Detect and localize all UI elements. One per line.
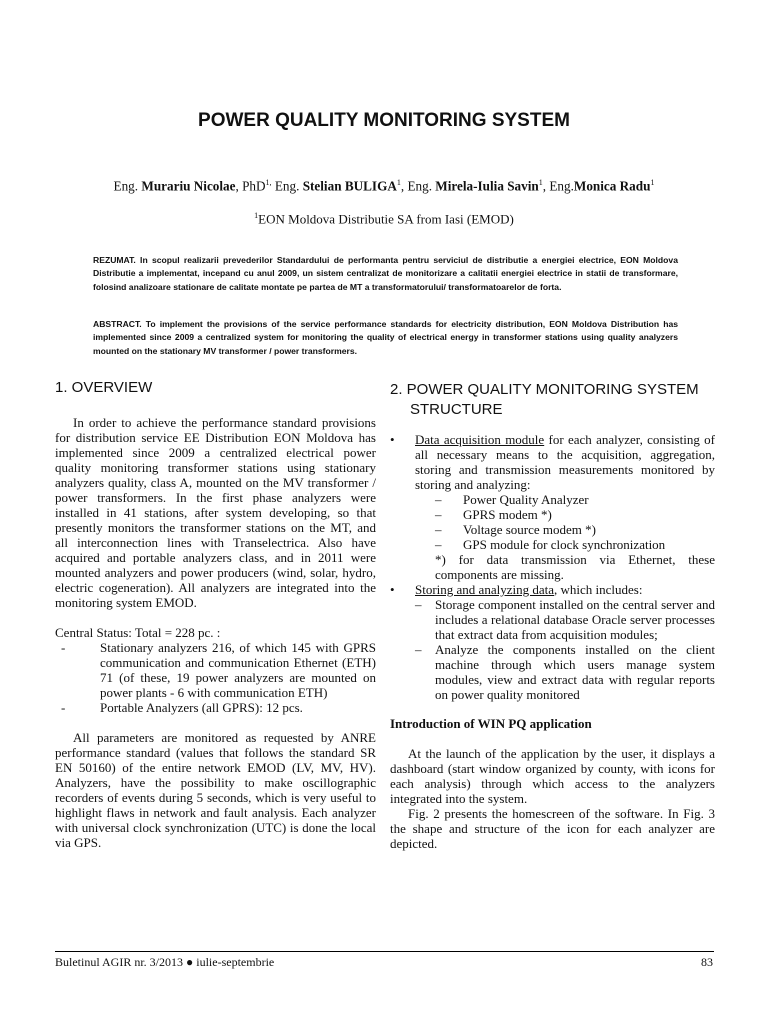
rezumat-text: In scopul realizarii prevederilor Standardului de performanta pentru serviciul de distributie a energiei electrice, EON Moldova Distributie a implementat, incepand cu anul 2009, un sistem centralizat de monitorizare a calitatii energiei electrice in statii de transformare, folosind analizoare stationare de calitate montate pe partea de MT a transformatorului/ transformatoarelor de forta. bbox=[93, 255, 678, 292]
status-list bbox=[55, 640, 376, 715]
footer-divider bbox=[55, 951, 714, 952]
rezumat-block bbox=[93, 254, 678, 294]
list-item: - Portable Analyzers (all GPRS): 12 pcs. bbox=[61, 700, 303, 715]
list-item: – Voltage source modem *) bbox=[435, 522, 596, 537]
abstract-text: To implement the provisions of the service performance standards for electricity distribution, EON Moldova Distribution has implemented since 2009 a centralized system for monitoring the quality of electrical energy in transformer stations using quality analyzers mounted on the stationary MV transformer / power transformers. bbox=[93, 319, 678, 356]
bullet-icon: • bbox=[390, 582, 395, 597]
bullet-storing-analyzing: • Storing and analyzing data, which includes: – Storage component installed on the central server and includes a relational database Oracle server processes that extract data from acquisition modules; – Analyze the components installed on the client machine through which users manage system modules, view and extract data with regular reports on power quality monitored bbox=[390, 582, 715, 702]
list-item: – Analyze the components installed on the client machine through which users manage system modules, view and extract data with regular reports on power quality monitored bbox=[415, 642, 715, 702]
footnote: *) for data transmission via Ethernet, these components are missing. bbox=[435, 552, 715, 582]
author-line: Eng. Murariu Nicolae, PhD$^{1,}$ Eng. Stelian BULIGA$^1$, Eng. Mirela-Iulia Savin$^1$, Eng.Monica Radu$^1$ bbox=[113, 178, 655, 194]
author-name: Mirela-Iulia Savin bbox=[435, 178, 539, 194]
bullet-icon: • bbox=[390, 432, 395, 447]
paper-title: POWER QUALITY MONITORING SYSTEM bbox=[198, 110, 570, 131]
right-column bbox=[390, 380, 715, 851]
page-number: 83 bbox=[701, 955, 713, 969]
list-item: – GPS module for clock synchronization bbox=[435, 537, 666, 552]
author-name: Monica Radu bbox=[573, 178, 651, 194]
author-name: Stelian BULIGA bbox=[302, 178, 397, 194]
section-heading: 2. POWER QUALITY MONITORING SYSTEM STRUCTURE bbox=[390, 381, 699, 418]
list-item: - Stationary analyzers 216, of which 145 with GPRS communication and communication Ethernet (ETH) 71 (of these, 19 power analyzers are mounted on power plants - 6 with communication ETH) bbox=[61, 640, 376, 700]
journal-footer: Buletinul AGIR nr. 3/2013 ● iulie-septembrie bbox=[55, 955, 275, 969]
list-item: – Storage component installed on the central server and includes a relational database Oracle server processes that extract data from acquisition modules; bbox=[415, 597, 715, 642]
list-item: – Power Quality Analyzer bbox=[435, 492, 589, 507]
central-status: Central Status: Total = 228 pc. : bbox=[55, 625, 221, 640]
overview-paragraph: In order to achieve the performance standard provisions for distribution service EE Distribution EON Moldova has implemented since 2009 a centralized electrical power quality monitoring transformer stations using stationary analyzers quality, class A, mounted on the MV transformer / power transformers. In the first phase analyzers were installed in 41 stations, after system developing, so that presently monitors the transformer stations on the MT, and all interconnection lines with Transelectrica. Also have acquired and portable analyzers class, and in 2011 were mounted analyzers and power producers (wind, solar, hydro, electric cogeneration). All analyzers are integrated into the monitoring system EMOD. bbox=[55, 415, 376, 610]
rezumat-label: REZUMAT. bbox=[93, 255, 136, 265]
fig-paragraph: Fig. 2 presents the homescreen of the software. In Fig. 3 the shape and structure of the icon for each analyzer are depicted. bbox=[390, 806, 715, 851]
parameters-paragraph: All parameters are monitored as requested by ANRE performance standard (values that follows the standard SR EN 50160) of the entire network EMOD (LV, MV, HV). Analyzers, have the possibility to make oscillographic recorders of events during 5 seconds, which is very useful to highlight flaws in network and fault analysis. Each analyzer with universal clock synchronization (UTC) is done the local via GPS. bbox=[55, 730, 376, 850]
list-item: – GPRS modem *) bbox=[435, 507, 552, 522]
abstract-block bbox=[93, 318, 678, 358]
abstract-label: ABSTRACT. bbox=[93, 319, 142, 329]
subsection-heading: Introduction of WIN PQ application bbox=[390, 716, 592, 731]
author-name: Murariu Nicolae bbox=[141, 178, 236, 194]
left-column bbox=[55, 378, 376, 850]
winpq-paragraph: At the launch of the application by the user, it displays a dashboard (start window organized by county, with icons for each analysis) through which access to the analyzers integrated into the system. bbox=[390, 746, 715, 806]
section-heading: 1. OVERVIEW bbox=[55, 379, 153, 396]
affiliation: $^1$EON Moldova Distributie SA from Iasi (EMOD) bbox=[254, 211, 514, 227]
bullet-data-acquisition: • Data acquisition module for each analyzer, consisting of all necessary means to the acquisition, aggregation, storing and transmission measurements monitored by storing and analyzing: – Power Quality Analyzer – GPRS modem *) – Voltage source modem *) – GPS module for clock synchronization *) for data transmission via Ethernet, these components are missing. bbox=[390, 432, 715, 582]
